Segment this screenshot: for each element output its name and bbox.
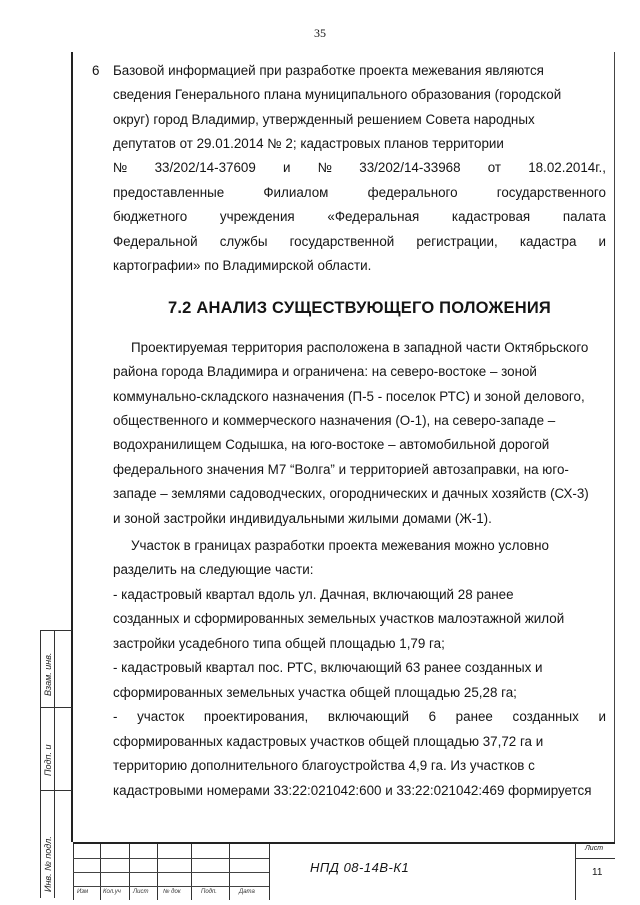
frame-right-border bbox=[614, 52, 615, 842]
text-line: сформированных земельных участка общей площадью 25,28 га; bbox=[113, 685, 517, 700]
text-line: и зоной застройки индивидуальными жилыми домами (Ж-1). bbox=[113, 511, 492, 526]
text-line: - кадастровый квартал пос. РТС, включающий 63 ранее созданных и bbox=[113, 660, 543, 675]
text-line: - кадастровый квартал вдоль ул. Дачная, включающий 28 ранее bbox=[113, 587, 514, 602]
text-line: разделить на следующие части: bbox=[113, 562, 314, 577]
page-number: 35 bbox=[314, 26, 326, 40]
document-code: НПД 08-14В-К1 bbox=[310, 860, 410, 875]
list-item-number: 6 bbox=[92, 63, 100, 78]
side-label-replacement: Взам. инв. bbox=[43, 652, 53, 696]
text-line: созданных и сформированных земельных участков малоэтажной жилой bbox=[113, 611, 565, 626]
text-line: № 33/202/14-37609 и № 33/202/14-33968 от 18.02.2014г., bbox=[113, 160, 606, 175]
text-line: Федеральной службы государственной регистрации, кадастра и bbox=[113, 234, 606, 249]
sheet-divider bbox=[575, 858, 615, 859]
text-line: Проектируемая территория расположена в западной части Октябрьского bbox=[131, 340, 589, 355]
text-line: района города Владимира и ограничена: на северо-востоке – зоной bbox=[113, 364, 537, 379]
sheet-number: 11 bbox=[592, 867, 603, 878]
stamp-caption: Подп. bbox=[201, 889, 217, 895]
section-heading: 7.2 АНАЛИЗ СУЩЕСТВУЮЩЕГО ПОЛОЖЕНИЯ bbox=[168, 299, 551, 317]
sheet-label: Лист bbox=[585, 845, 604, 852]
text-line: округ) город Владимир, утвержденный решением Совета народных bbox=[113, 112, 535, 127]
side-margin-block bbox=[40, 630, 72, 898]
text-line: кадастровыми номерами 33:22:021042:600 и 33:22:021042:469 формируется bbox=[113, 783, 592, 798]
side-label-inventory: Инв. № подл. bbox=[43, 836, 53, 892]
text-line: предоставленные Филиалом федерального государственного bbox=[113, 185, 606, 200]
text-line: депутатов от 29.01.2014 № 2; кадастровых планов территории bbox=[113, 136, 504, 151]
text-line: общественного и коммерческого назначения (О-1), на северо-западе – bbox=[113, 413, 556, 428]
text-line: Участок в границах разработки проекта межевания можно условно bbox=[131, 538, 549, 553]
text-line: территорию дополнительного благоустройства 4,9 га. Из участков с bbox=[113, 758, 535, 773]
text-line: сведения Генерального плана муниципального образования (городской bbox=[113, 87, 562, 102]
text-line: Базовой информацией при разработке проекта межевания являются bbox=[113, 63, 544, 78]
text-line: коммунально-складского назначения (П-5 - поселок РТС) и зоной делового, bbox=[113, 389, 585, 404]
text-line: водохранилищем Содышка, на юго-востоке – автомобильной дорогой bbox=[113, 437, 550, 452]
text-line: западе – землями садоводческих, огороднических и дачных хозяйств (СХ-3) bbox=[113, 486, 589, 501]
stamp-caption: № док bbox=[163, 889, 181, 895]
text-line: застройки усадебного типа общей площадью 1,79 га; bbox=[113, 636, 445, 651]
text-line: - участок проектирования, включающий 6 ранее созданных и bbox=[113, 709, 606, 724]
stamp-caption: Дата bbox=[239, 889, 255, 895]
text-line: бюджетного учреждения «Федеральная кадастровая палата bbox=[113, 209, 606, 224]
stamp-caption: Кол.уч bbox=[103, 889, 121, 895]
stamp-caption: Изм bbox=[77, 889, 89, 895]
text-line: федерального значения М7 “Волга” и территорией автозаправки, на юго- bbox=[113, 462, 569, 477]
side-label-signature: Подп. и bbox=[43, 744, 53, 776]
text-line: сформированных кадастровых участков общей площадью 37,72 га и bbox=[113, 734, 544, 749]
stamp-caption: Лист bbox=[133, 889, 149, 895]
text-line: картографии» по Владимирской области. bbox=[113, 258, 372, 273]
